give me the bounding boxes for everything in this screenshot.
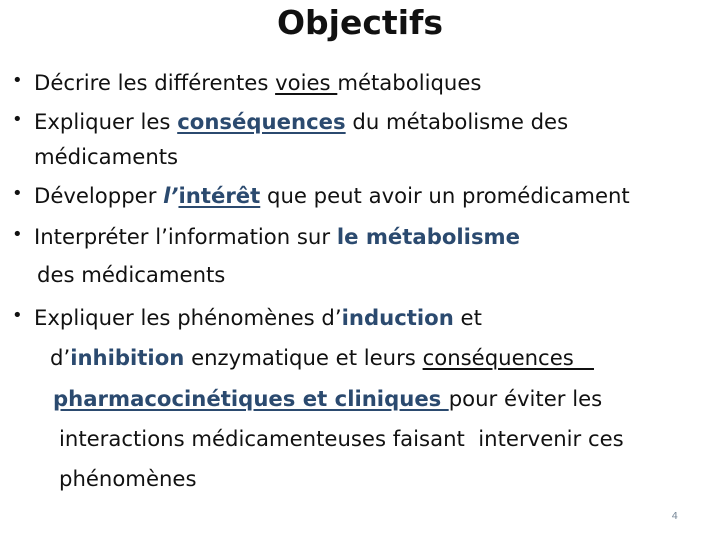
page-number: 4 bbox=[671, 511, 678, 522]
objective-5-consequences: conséquences bbox=[422, 345, 594, 370]
objective-2-continuation: médicaments bbox=[34, 144, 179, 169]
objective-5-text: Expliquer les phénomènes d’ bbox=[34, 305, 342, 330]
objective-1-text: Décrire les différentes bbox=[34, 70, 276, 95]
objective-1 bbox=[34, 70, 481, 96]
objective-5-inhibition: inhibition bbox=[70, 345, 185, 370]
objective-2 bbox=[34, 109, 568, 135]
bullet-marker: • bbox=[12, 70, 23, 91]
objective-2-text-end: du métabolisme des bbox=[345, 109, 569, 134]
objective-1-text-end: métaboliques bbox=[337, 70, 482, 95]
objective-5-line-2-text: enzymatique et leurs bbox=[184, 345, 423, 370]
objective-3-text-end: que peut avoir un promédicament bbox=[260, 183, 630, 208]
bullet-marker: • bbox=[12, 224, 23, 245]
objective-5-line-3 bbox=[53, 386, 602, 412]
bullet-marker: • bbox=[12, 109, 23, 130]
bullet-marker: • bbox=[12, 305, 23, 326]
objective-4-continuation: des médicaments bbox=[37, 262, 226, 287]
objective-5-line-2 bbox=[50, 345, 594, 371]
slide-title: Objectifs bbox=[276, 3, 443, 42]
objective-5 bbox=[34, 305, 482, 331]
objective-5-line-4: interactions médicamenteuses faisant intervenir ces bbox=[59, 426, 624, 451]
objective-4 bbox=[34, 224, 520, 250]
objective-2-text: Expliquer les bbox=[34, 109, 178, 134]
objective-3-text: Développer bbox=[34, 183, 164, 208]
objective-2-emphasis: conséquences bbox=[177, 109, 346, 134]
objective-5-induction: induction bbox=[341, 305, 454, 330]
objective-4-text: Interpréter l’information sur bbox=[34, 224, 337, 249]
objective-3-apostrophe: l’ bbox=[163, 183, 179, 208]
objective-5-line-2-start: d’ bbox=[50, 345, 71, 370]
objective-3 bbox=[34, 183, 630, 209]
objective-5-line-5: phénomènes bbox=[59, 466, 197, 491]
bullet-marker: • bbox=[12, 183, 23, 204]
objective-3-emphasis: intérêt bbox=[178, 183, 261, 208]
objective-5-line-3-text: pour éviter les bbox=[448, 386, 603, 411]
objective-5-text-end: et bbox=[453, 305, 482, 330]
objective-1-underlined: voies bbox=[275, 70, 338, 95]
objective-5-pharmaco-emphasis: pharmacocinétiques et cliniques bbox=[53, 386, 449, 411]
objective-4-emphasis: le métabolisme bbox=[336, 224, 520, 249]
